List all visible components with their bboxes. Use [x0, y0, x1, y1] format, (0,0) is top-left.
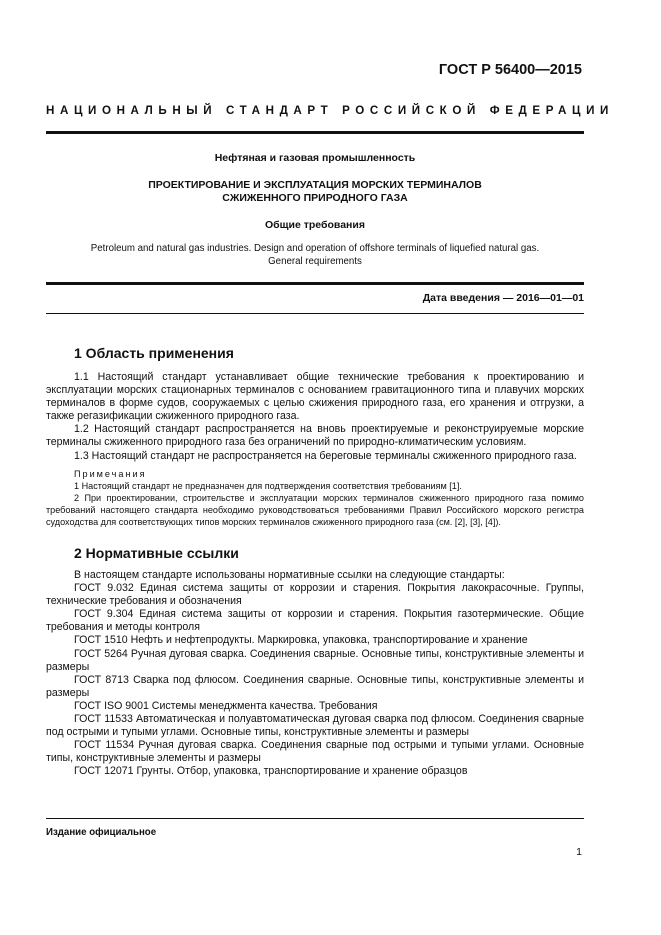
- english-title-line1: Petroleum and natural gas industries. Design and operation of offshore terminals of liquefied natural gas.: [90, 243, 540, 254]
- main-title-line2: СЖИЖЕННОГО ПРИРОДНОГО ГАЗА: [222, 192, 408, 204]
- reference-item: ГОСТ 5264 Ручная дуговая сварка. Соединения сварные. Основные типы, конструктивные элементы и размеры: [46, 647, 584, 673]
- subtitle: Общие требования: [265, 219, 365, 231]
- notes-block: [46, 469, 584, 529]
- paragraph-1-1: 1.1 Настоящий стандарт устанавливает общие технические требования к проектированию и эксплуатации морских стационарных терминалов с основанием гравитационного типа и плавучих морских терминалов в форме судов, сооружаемых с целью сжижения природного газа, его хранения и отгрузки, а также регазификации сжиженного природного газа.: [46, 371, 584, 423]
- reference-item: ГОСТ 11533 Автоматическая и полуавтоматическая дуговая сварка под флюсом. Соединения сварные под острыми и тупыми углами. Основные типы, конструктивные элементы и размеры: [46, 713, 584, 739]
- reference-item: ГОСТ 11534 Ручная дуговая сварка. Соединения сварные под острыми и тупыми углами. Основные типы, конструктивные элементы и размеры: [46, 739, 584, 765]
- paragraph-1-2: 1.2 Настоящий стандарт распространяется на вновь проектируемые и реконструируемые морские терминалы сжиженного природного газа без ограничений по природно-климатическим условиям.: [46, 423, 584, 449]
- section1-heading: 1 Область применения: [74, 345, 234, 361]
- reference-item: ГОСТ 8713 Сварка под флюсом. Соединения сварные. Основные типы, конструктивные элементы и размеры: [46, 673, 584, 699]
- section2-body: [46, 569, 584, 779]
- note-1: 1 Настоящий стандарт не предназначен для подтверждения соответствия требованиям [1].: [74, 480, 462, 491]
- note-2: 2 При проектировании, строительстве и эксплуатации морских терминалов сжиженного природного газа помимо требований настоящего стандарта необходимо руководствоваться требованиями Правил Российского морского регистра судоходства для соответствующих типов морских терминалов сжиженного природного газа (см. [2], [3], [4]).: [46, 492, 584, 527]
- official-edition: Издание официальное: [46, 827, 157, 838]
- reference-item: ГОСТ 9.304 Единая система защиты от коррозии и старения. Покрытия газотермические. Общие требования и методы контроля: [46, 608, 584, 634]
- date-rule: [46, 313, 584, 314]
- footer-rule: [46, 818, 584, 819]
- reference-item: ГОСТ 9.032 Единая система защиты от коррозии и старения. Покрытия лакокрасочные. Группы, технические требования и обозначения: [46, 582, 584, 608]
- reference-item: ГОСТ 1510 Нефть и нефтепродукты. Маркировка, упаковка, транспортирование и хранение: [74, 634, 528, 647]
- industry-title: Нефтяная и газовая промышленность: [214, 152, 416, 164]
- reference-item: ГОСТ ISO 9001 Системы менеджмента качества. Требования: [74, 699, 378, 712]
- section1-body: [46, 371, 584, 463]
- paragraph-1-3: 1.3 Настоящий стандарт не распространяется на береговые терминалы сжиженного природного газа.: [74, 449, 577, 462]
- document-code: ГОСТ Р 56400—2015: [438, 62, 582, 78]
- notes-title: Примечания: [74, 469, 147, 479]
- header-rule: [46, 131, 584, 134]
- section2-heading: 2 Нормативные ссылки: [74, 545, 239, 561]
- page-number: 1: [576, 846, 582, 858]
- reference-item: ГОСТ 12071 Грунты. Отбор, упаковка, транспортирование и хранение образцов: [74, 765, 468, 778]
- references-intro: В настоящем стандарте использованы нормативные ссылки на следующие стандарты:: [74, 569, 505, 581]
- introduction-date: Дата введения — 2016—01—01: [422, 292, 584, 304]
- english-title-line2: General requirements: [268, 256, 362, 267]
- main-title-line1: ПРОЕКТИРОВАНИЕ И ЭКСПЛУАТАЦИЯ МОРСКИХ ТЕРМИНАЛОВ: [148, 179, 482, 191]
- national-standard-banner: НАЦИОНАЛЬНЫЙ СТАНДАРТ РОССИЙСКОЙ ФЕДЕРАЦИИ: [46, 104, 614, 117]
- title-rule: [46, 282, 584, 285]
